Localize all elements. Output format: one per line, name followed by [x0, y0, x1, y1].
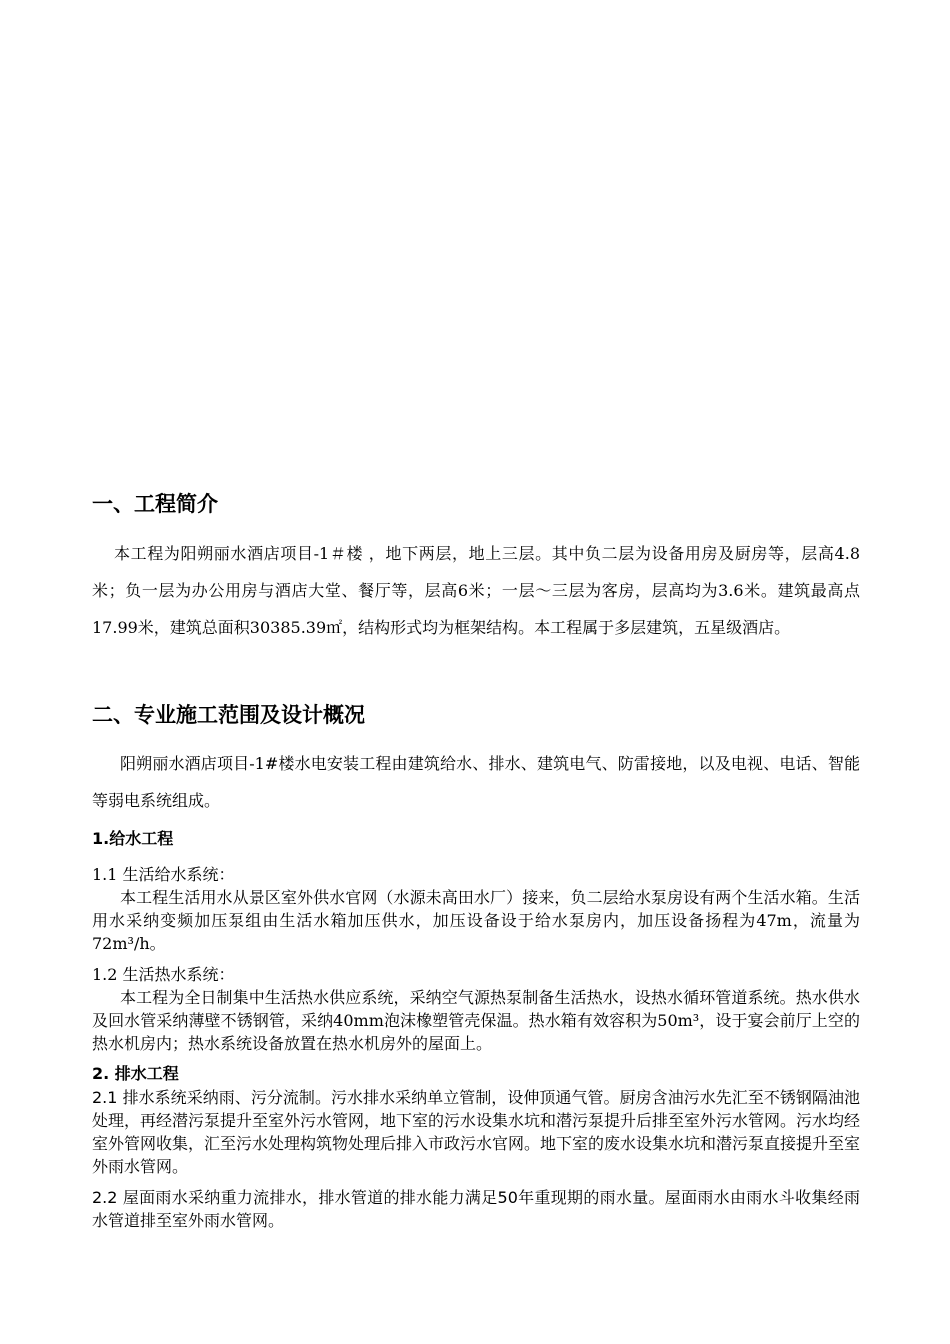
drainage-return-period: 50 [497, 1188, 518, 1207]
drainage-paragraph-2-text-a: 屋面雨水采纳重力流排水，排水管道的排水能力满足 [117, 1188, 498, 1207]
drainage-paragraph-2 [92, 1186, 860, 1232]
hot-water-body: 本工程为全日制集中生活热水供应系统，采纳空气源热泵制备生活热水，设热水循环管道系统。热水供水及回水管采纳薄壁不锈钢管，采纳40mm泡沫橡塑管壳保温。热水箱有效容积为50m³，设于宴会前厅上空的热水机房内；热水系统设备放置在热水机房外的屋面上。 [92, 988, 860, 1053]
drainage-paragraph-1-number: 2.1 [92, 1088, 118, 1107]
hot-water-title: 1.2 生活热水系统： [92, 965, 235, 984]
water-supply-heading: 1.给水工程 [92, 829, 174, 848]
drainage-paragraph-1-text: 排水系统采纳雨、污分流制。污水排水采纳单立管制，设伸顶通气管。厨房含油污水先汇至不锈钢隔油池处理，再经潜污泵提升至室外污水管网，地下室的污水设集水坑和潜污泵提升后排至室外污水管网。污水均经室外管网收集，汇至污水处理构筑物处理后排入市政污水官网。地下室的废水设集水坑和潜污泵直接提升至室外雨水管网。 [92, 1088, 861, 1176]
domestic-water-title: 1.1 生活给水系统： [92, 865, 235, 884]
drainage-heading: 2. 排水工程 [92, 1064, 179, 1083]
domestic-water-body: 本工程生活用水从景区室外供水官网（水源未高田水厂）接来，负二层给水泵房设有两个生活水箱。生活用水采纳变频加压泵组由生活水箱加压供水，加压设备设于给水泵房内，加压设备扬程为47m，流量为72m³/h。 [92, 888, 860, 953]
drainage-paragraph-2-text-b: 年重现期的雨水量。屋面雨水由雨水斗收集经雨水管道排至室外雨水管网。 [92, 1188, 860, 1230]
section-2-body: 阳朔丽水酒店项目-1#楼水电安装工程由建筑给水、排水、建筑电气、防雷接地，以及电视、电话、智能等弱电系统组成。 [92, 754, 860, 810]
section-2-heading: 二、专业施工范围及设计概况 [92, 703, 365, 727]
drainage-paragraph-1 [92, 1086, 860, 1178]
section-1-body: 本工程为阳朔丽水酒店项目-1＃楼 ，地下两层，地上三层。其中负二层为设备用房及厨房等，层高4.8米；负一层为办公用房与酒店大堂、餐厅等，层高6米；一层～三层为客房，层高均为3.6米。建筑最高点17.99米，建筑总面积30385.39㎡，结构形式均为框架结构。本工程属于多层建筑，五星级酒店。 [92, 544, 860, 637]
section-1-heading: 一、工程简介 [92, 492, 218, 516]
drainage-paragraph-2-number: 2.2 [92, 1188, 118, 1207]
